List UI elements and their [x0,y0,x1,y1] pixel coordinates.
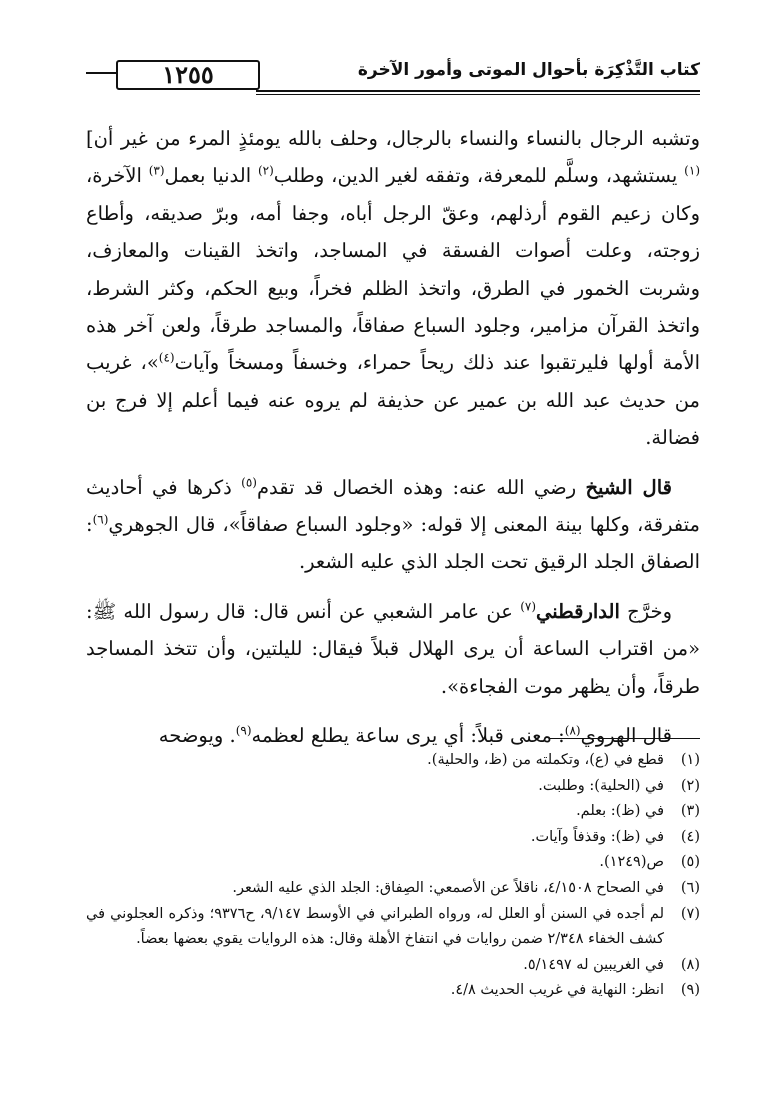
footnote-text: انظر: النهاية في غريب الحديث ٤/٨. [450,982,664,999]
footnote-text: قطع في (ع)، وتكملته من (ظ، والحلية). [427,752,664,768]
text-run: الآخرة، وكان زعيم القوم أرذلهم، وعقّ الرجل أباه، وجفا أمه، وبرّ صديقه، وأطاع زوجته، وعلت أصوات الفسقة في المساجد، واتخذ القينات والمعازف، وشربت الخمور في الطرق، واتخذ الظلم فخراً، وبيع الحكم، وكثر الشرط، واتخذ القرآن مزامير، وجلود السباع صفاقاً، والمساجد طرقاً، ولعن آخر هذه الأمة أولها فليرتقبوا عند ذلك ريحاً حمراء، وخسفاً ومسخاً وآيات [86,164,700,375]
footnote-item [86,850,700,876]
narrator-name: الدارقطني [536,599,620,623]
footnote-number: (٧) [680,905,700,922]
header-rule-left [86,72,116,74]
footnote-text: في (الحلية): وطلبت. [538,777,664,794]
paragraph-2 [86,469,700,581]
text-run: ذكرها في أحاديث متفرقة، وكلها بينة المعنى إلا قوله: «وجلود السباع صفاقاً»، قال الجوهري [86,475,700,537]
footnote-number: (٩) [680,982,700,999]
footnote-ref[interactable]: (٧) [520,599,537,614]
footnote-text: في الصحاح ٤/١٥٠٨، ناقلاً عن الأصمعي: الصِفاق: الجلد الذي عليه الشعر. [232,879,664,896]
text-run: : معنى قبلاً: أي يرى ساعة يطلع لعظمه [251,724,565,748]
paragraph-3 [86,593,700,705]
footnotes [86,748,700,1004]
footnote-text: في (ظ): وقذفاً وآيات. [530,828,664,845]
footnote-item [86,953,700,979]
page-number: ١٢٥٥ [116,60,260,90]
paragraph-1 [86,120,700,457]
footnote-number: (٨) [680,956,700,973]
text-run: : الصفاق الجلد الرقيق تحت الجلد الذي عليه الشعر. [86,513,700,574]
text-run: »، غريب من حديث عبد الله بن عمير عن حذيفة لم يروه عنه فيما أعلم إلا فرج بن فضالة. [86,351,700,450]
page-header [86,56,700,100]
footnote-ref[interactable]: (١) [684,163,700,178]
main-text [86,120,700,755]
footnote-text: ص(١٢٤٩). [599,854,664,871]
footnote-text: لم أجده في السنن أو العلل له، ورواه الطبراني في الأوسط ٩/١٤٧، ح٩٣٧٦؛ وذكره العجلوني في كشف الخفاء ٢/٣٤٨ ضمن روايات في انتفاخ الأهلة وقال: هذه الروايات يقوي بعضها بعضاً. [86,905,664,948]
header-rule [256,90,700,95]
footnote-item [86,978,700,1004]
footnote-ref[interactable]: (٢) [257,163,274,178]
text-run: . ويوضحه [158,724,236,748]
footnote-item [86,748,700,774]
footnote-number: (٤) [680,828,700,845]
footnote-ref[interactable]: (٦) [92,512,109,527]
text-run: وخرَّج [619,599,672,623]
footnote-text: في (ظ): بعلم. [576,803,664,820]
footnote-item [86,902,700,953]
text-run: يستشهد، وسلَّم للمعرفة، وتفقه لغير الدين، وطلب [273,164,685,188]
footnote-separator [550,738,700,739]
footnote-text: في الغريبين له ٥/١٤٩٧. [523,956,664,973]
text-run: قال الهروي [580,724,672,748]
footnote-number: (٦) [680,879,700,896]
footnote-ref[interactable]: (٤) [158,350,175,365]
footnote-ref[interactable]: (٨) [564,723,581,738]
footnote-item [86,774,700,800]
footnote-ref[interactable]: (٣) [148,163,165,178]
footnote-number: (٥) [680,854,700,871]
footnote-ref[interactable]: (٩) [235,723,252,738]
footnote-number: (١) [680,752,700,768]
footnote-item [86,825,700,851]
text-run: رضي الله عنه: وهذه الخصال قد تقدم [256,475,586,499]
footnote-number: (٢) [680,777,700,794]
footnote-ref[interactable]: (٥) [241,475,257,490]
text-run: الدنيا بعمل [164,164,258,188]
footnote-item [86,876,700,902]
text-run: عن عامر الشعبي عن أنس قال: قال رسول الله ﷺ: «من اقتراب الساعة أن يرى الهلال قبلاً فيقال: لليلتين، وأن تتخذ المساجد طرقاً، وأن يظهر موت الفجاءة». [86,599,700,698]
speaker-name: قال الشيخ [585,475,672,499]
footnote-item [86,799,700,825]
text-run: وتشبه الرجال بالنساء والنساء بالرجال، وحلف بالله يومئذٍ المرء من غير أن] [86,127,700,150]
footnote-number: (٣) [680,803,700,820]
book-title: كتاب التَّذْكِرَة بأحوال الموتى وأمور الآخرة [357,60,700,80]
